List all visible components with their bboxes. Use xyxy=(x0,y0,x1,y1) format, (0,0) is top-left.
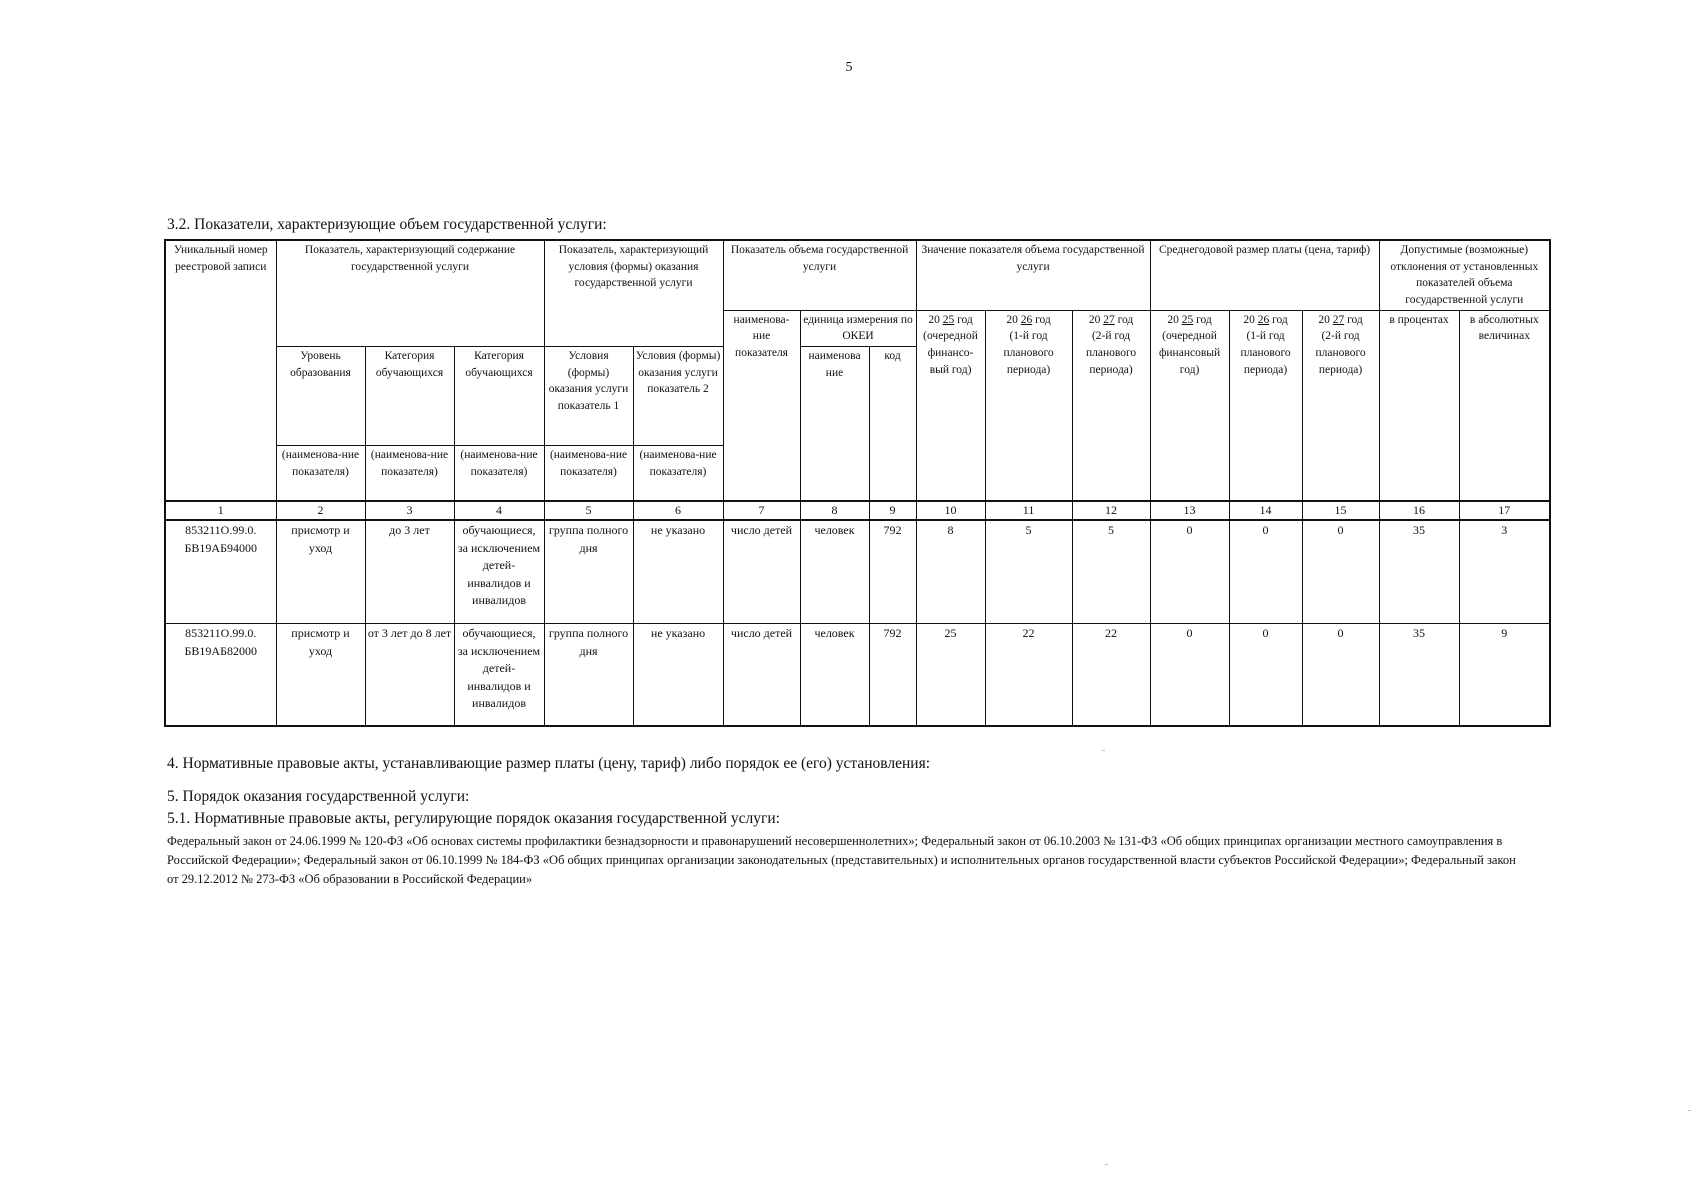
column-number: 3 xyxy=(365,501,454,520)
subheader-name-label: (наименова-ние показателя) xyxy=(276,446,365,502)
fee-cell: 0 xyxy=(1229,520,1302,624)
deviation-absolute-cell: 3 xyxy=(1459,520,1550,624)
header-content-indicator: Показатель, характеризующий содержание государственной услуги xyxy=(276,240,544,347)
okei-name-cell: человек xyxy=(800,520,869,624)
header-conditions-indicator: Показатель, характеризующий условия (формы) оказания государственной услуги xyxy=(544,240,723,347)
header-average-fee: Среднегодовой размер платы (цена, тариф) xyxy=(1150,240,1379,310)
column-number: 15 xyxy=(1302,501,1379,520)
value-cell: 5 xyxy=(1072,520,1150,624)
header-year-value-1 xyxy=(916,310,985,501)
year-description: (очередной финансо-вый год) xyxy=(923,330,978,376)
column-number: 7 xyxy=(723,501,800,520)
header-absolute: в абсолютных величинах xyxy=(1459,310,1550,501)
header-year-value-2 xyxy=(985,310,1072,501)
value-cell: 22 xyxy=(985,624,1072,727)
year-label: 20 26 год xyxy=(1243,313,1288,326)
subheader-education-level: Уровень образования xyxy=(276,347,365,446)
indicator-name-cell: число детей xyxy=(723,520,800,624)
value-cell: 5 xyxy=(985,520,1072,624)
header-percent: в процентах xyxy=(1379,310,1459,501)
header-indicator-name: наименова-ние показателя xyxy=(723,310,800,501)
header-year-fee-3 xyxy=(1302,310,1379,501)
fee-cell: 0 xyxy=(1302,520,1379,624)
section-5-1-heading: 5.1. Нормативные правовые акты, регулирующие порядок оказания государственной услуги: xyxy=(167,810,780,827)
subheader-condition-1: Условия (формы) оказания услуги показатель 1 xyxy=(544,347,633,446)
header-year-fee-1 xyxy=(1150,310,1229,501)
legal-acts-text: Федеральный закон от 24.06.1999 № 120-ФЗ «Об основах системы профилактики безнадзорности и правонарушений несовершеннолетних»; Федеральный закон от 06.10.2003 № 131-ФЗ «Об общих принципах организации местного самоуправления в Российской Федерации»; Федеральный закон от 06.10.1999 № 184-ФЗ «Об общих принципах организации законодательных (представительных) и исполнительных органов государственной власти субъектов Российской Федерации»; Федеральный закон от 29.12.2012 № 273-ФЗ «Об образовании в Российской Федерации» xyxy=(167,834,1516,886)
header-unique-number: Уникальный номер реестровой записи xyxy=(165,240,276,501)
header-okei-name: наименова ние xyxy=(800,347,869,502)
year-description: (1-й год планового периода) xyxy=(1240,330,1291,376)
column-number: 14 xyxy=(1229,501,1302,520)
condition-cell: не указано xyxy=(633,624,723,727)
okei-code-cell: 792 xyxy=(869,520,916,624)
student-category-cell: до 3 лет xyxy=(365,520,454,624)
year-description: (2-й год планового периода) xyxy=(1315,330,1366,376)
header-year-fee-2 xyxy=(1229,310,1302,501)
registry-number-cell: 853211О.99.0. БВ19АБ94000 xyxy=(165,520,276,624)
page-number: 5 xyxy=(845,60,853,75)
table-row xyxy=(165,624,1550,727)
header-year-value-3 xyxy=(1072,310,1150,501)
subheader-student-category-2: Категория обучающихся xyxy=(454,347,544,446)
column-number: 17 xyxy=(1459,501,1550,520)
column-number: 4 xyxy=(454,501,544,520)
subheader-name-label: (наименова-ние показателя) xyxy=(633,446,723,502)
value-cell: 8 xyxy=(916,520,985,624)
year-label: 20 25 год xyxy=(1167,313,1212,326)
subheader-name-label: (наименова-ние показателя) xyxy=(544,446,633,502)
column-number: 1 xyxy=(165,501,276,520)
section-title-3-2: 3.2. Показатели, характеризующие объем государственной услуги: xyxy=(167,216,607,233)
column-number: 12 xyxy=(1072,501,1150,520)
education-level-cell: присмотр и уход xyxy=(276,624,365,727)
year-label: 20 26 год xyxy=(1006,313,1051,326)
column-number: 10 xyxy=(916,501,985,520)
value-cell: 25 xyxy=(916,624,985,727)
column-number: 16 xyxy=(1379,501,1459,520)
registry-number-cell: 853211О.99.0. БВ19АБ82000 xyxy=(165,624,276,727)
subheader-name-label: (наименова-ние показателя) xyxy=(454,446,544,502)
scan-speck xyxy=(1102,750,1105,751)
subheader-name-label: (наименова-ние показателя) xyxy=(365,446,454,502)
deviation-percent-cell: 35 xyxy=(1379,624,1459,727)
fee-cell: 0 xyxy=(1229,624,1302,727)
header-okei-unit: единица измерения по ОКЕИ xyxy=(800,310,916,346)
okei-code-cell: 792 xyxy=(869,624,916,727)
condition-cell: группа полного дня xyxy=(544,520,633,624)
header-volume-indicator: Показатель объема государственной услуги xyxy=(723,240,916,310)
column-number: 9 xyxy=(869,501,916,520)
year-label: 20 27 год xyxy=(1088,313,1134,326)
section-4-heading: 4. Нормативные правовые акты, устанавливающие размер платы (цену, тариф) либо порядок ее (его) установления: xyxy=(167,755,931,772)
indicator-name-cell: число детей xyxy=(723,624,800,727)
header-allowed-deviation: Допустимые (возможные) отклонения от установленных показателей объема государственной услуги xyxy=(1379,240,1550,310)
header-okei-code: код xyxy=(869,347,916,502)
table-row xyxy=(165,520,1550,624)
year-description: (1-й год планового периода) xyxy=(1003,330,1054,376)
education-level-cell: присмотр и уход xyxy=(276,520,365,624)
fee-cell: 0 xyxy=(1150,520,1229,624)
column-number: 8 xyxy=(800,501,869,520)
year-label: 20 27 год xyxy=(1318,313,1363,326)
column-number: 2 xyxy=(276,501,365,520)
student-category-cell: от 3 лет до 8 лет xyxy=(365,624,454,727)
year-description: (очередной финансовый год) xyxy=(1158,330,1221,376)
condition-cell: не указано xyxy=(633,520,723,624)
year-description: (2-й год планового периода) xyxy=(1085,330,1137,376)
column-number: 11 xyxy=(985,501,1072,520)
subheader-student-category-1: Категория обучающихся xyxy=(365,347,454,446)
student-category-cell: обучающиеся, за исключением детей-инвалидов и инвалидов xyxy=(454,520,544,624)
fee-cell: 0 xyxy=(1150,624,1229,727)
deviation-percent-cell: 35 xyxy=(1379,520,1459,624)
year-label: 20 25 год xyxy=(928,313,973,326)
header-volume-value: Значение показателя объема государственной услуги xyxy=(916,240,1150,310)
column-number: 13 xyxy=(1150,501,1229,520)
scan-speck xyxy=(1105,1164,1108,1165)
section-5-heading: 5. Порядок оказания государственной услуги: xyxy=(167,788,470,805)
scan-speck xyxy=(1688,1110,1691,1111)
student-category-cell: обучающиеся, за исключением детей-инвалидов и инвалидов xyxy=(454,624,544,727)
condition-cell: группа полного дня xyxy=(544,624,633,727)
column-number: 6 xyxy=(633,501,723,520)
deviation-absolute-cell: 9 xyxy=(1459,624,1550,727)
column-number: 5 xyxy=(544,501,633,520)
subheader-condition-2: Условия (формы) оказания услуги показатель 2 xyxy=(633,347,723,446)
okei-name-cell: человек xyxy=(800,624,869,727)
header-row-1 xyxy=(165,240,1550,310)
fee-cell: 0 xyxy=(1302,624,1379,727)
volume-indicators-table xyxy=(164,239,1551,727)
column-number-row xyxy=(165,501,1550,520)
value-cell: 22 xyxy=(1072,624,1150,727)
